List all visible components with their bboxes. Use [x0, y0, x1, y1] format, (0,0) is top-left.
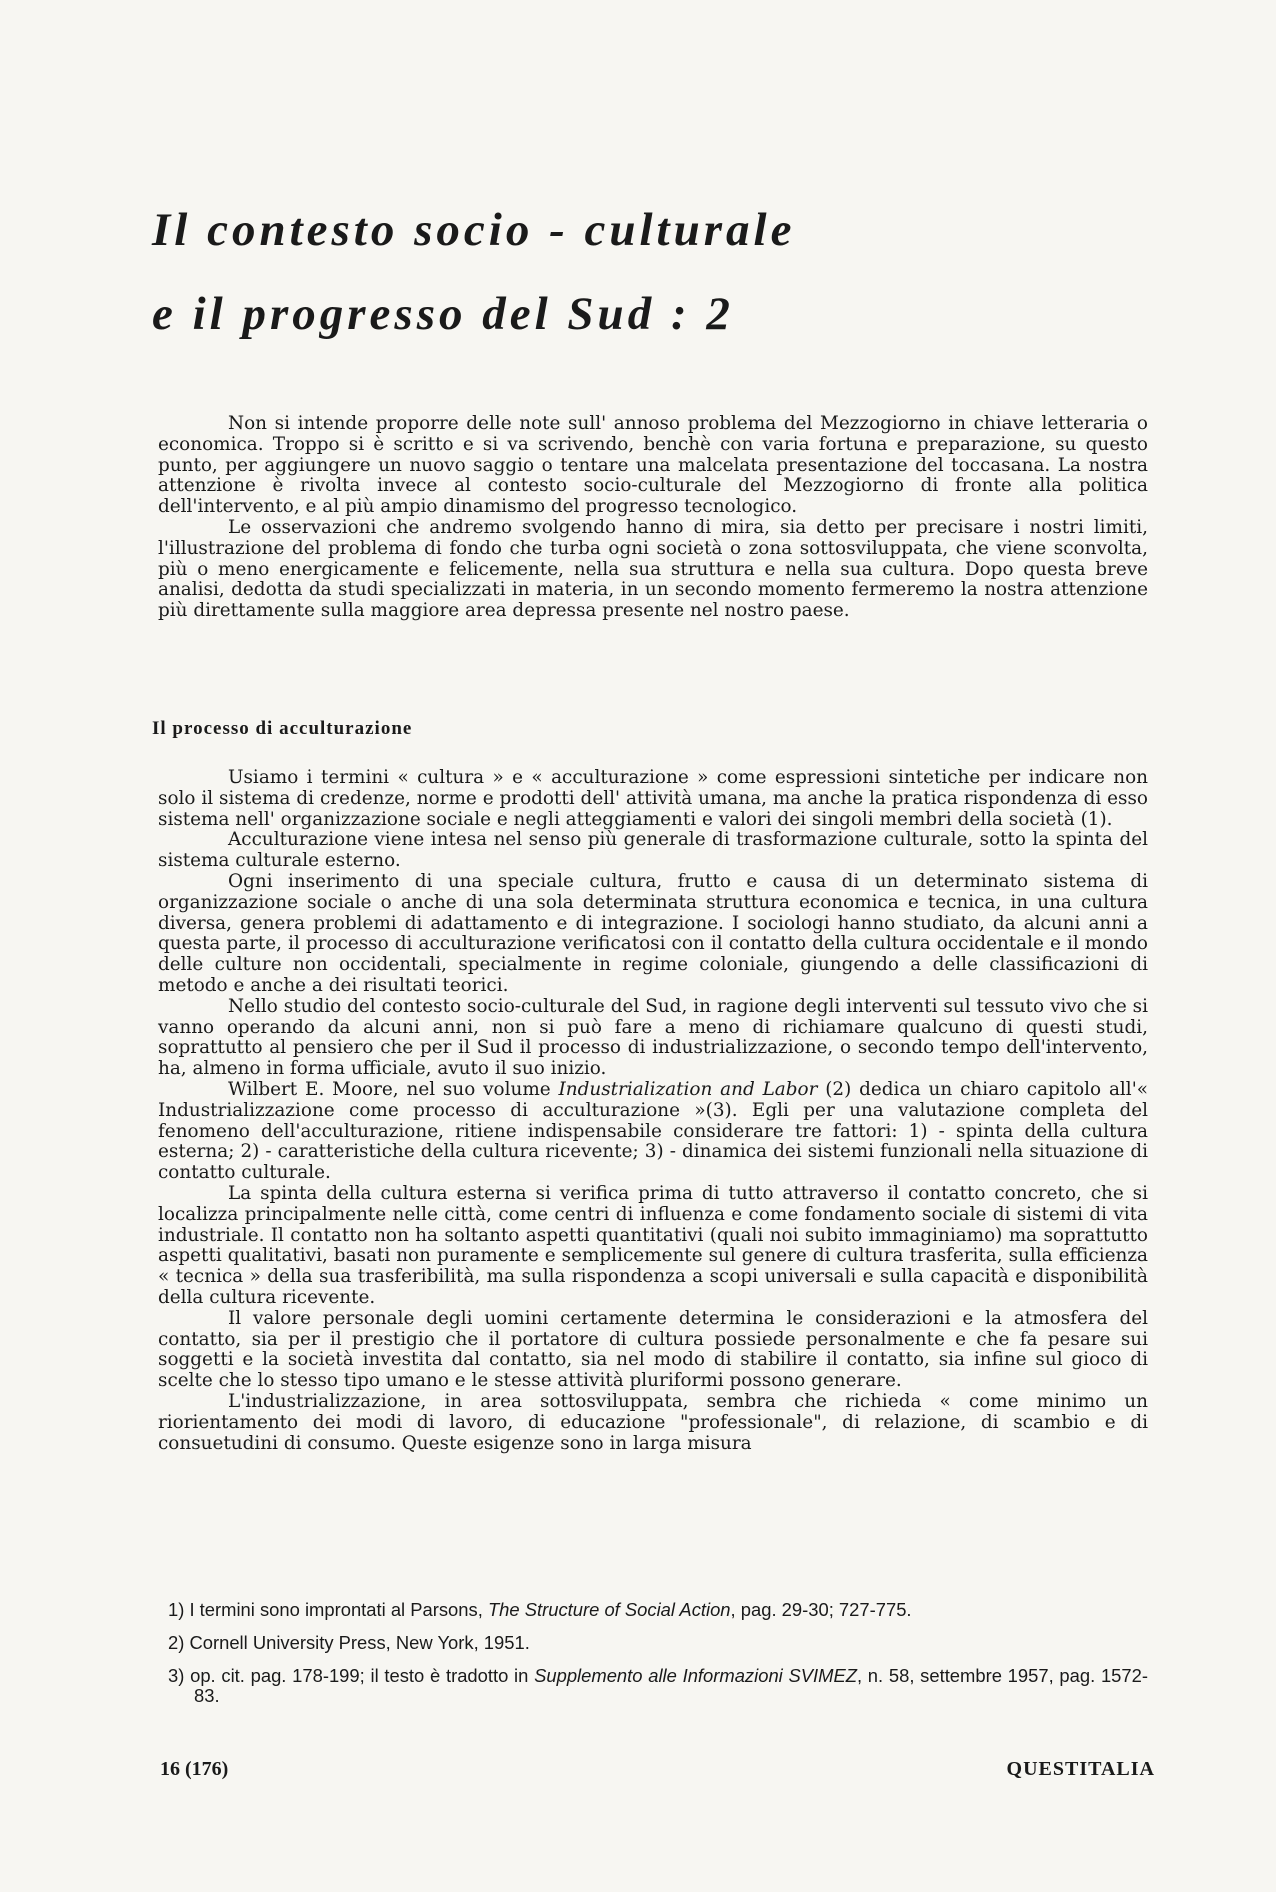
- body-paragraph: L'industrializzazione, in area sottosviluppata, sembra che richieda « come minimo un riorientamento dei modi di lavoro, di educazione "professionale", di relazione, di scambio e di consuetudini di consumo. Queste esigenze sono in larga misura: [158, 1390, 1148, 1454]
- body-paragraph: Nello studio del contesto socio-culturale del Sud, in ragione degli interventi sul tessuto vivo che si vanno operando da alcuni anni, non si può fare a meno di richiamare qualcuno di questi studi, soprattutto al pensiero che per il Sud il processo di industrializzazione, o secondo tempo dell'intervento, ha, almeno in forma ufficiale, avuto il suo inizio.: [158, 995, 1148, 1080]
- section-heading: Il processo di acculturazione: [152, 718, 413, 739]
- footnote-2: 2) Cornell University Press, New York, 1951.: [168, 1631, 530, 1653]
- footnote-1: [168, 1600, 1148, 1621]
- title-line-1: Il contesto socio - culturale: [152, 204, 796, 256]
- footnote-3-text: 3) op. cit. pag. 178-199; il testo è tradotto in: [168, 1664, 535, 1686]
- intro-paragraph-2: Le osservazioni che andremo svolgendo hanno di mira, sia detto per precisare i nostri limiti, l'illustrazione del problema di fondo che turba ogni società o zona sottosviluppata, che viene sconvolta, più o meno energicamente e felicemente, nella sua struttura e nella sua cultura. Dopo questa breve analisi, dedotta da studi specializzati in materia, in un secondo momento fermeremo la nostra attenzione più direttamente sulla maggiore area depressa presente nel nostro paese.: [158, 516, 1148, 622]
- body-paragraph: Acculturazione viene intesa nel senso più generale di trasformazione culturale, sotto la spinta del sistema culturale esterno.: [158, 829, 1148, 872]
- footnote-1-pages: , pag. 29-30; 727-775.: [730, 1599, 912, 1620]
- moore-paragraph: [158, 1080, 1148, 1184]
- body-paragraph: La spinta della cultura esterna si verifica prima di tutto attraverso il contatto concreto, che si localizza principalmente nelle città, come centri di influenza e come fondamento sociale di sistemi di vita industriale. Il contatto non ha soltanto aspetti quantitativi (quali noi subito immaginiamo) ma soprattutto aspetti qualitativi, basati non puramente e semplicemente sul genere di cultura trasferita, sulla efficienza « tecnica » della sua trasferibilità, ma sulla rispondenza a scopi universali e sulla capacità e disponibilità della cultura ricevente.: [158, 1182, 1148, 1308]
- intro-paragraph-1: Non si intende proporre delle note sull' annoso problema del Mezzogiorno in chiave letteraria o economica. Troppo si è scritto e si va scrivendo, benchè con varia fortuna e preparazione, su questo punto, per aggiungere un nuovo saggio o tentare una malcelata presentazione del toccasana. La nostra attenzione è rivolta invece al contesto socio-culturale del Mezzogiorno di fronte alla politica dell'intervento, e al più ampio dinamismo del progresso tecnologico.: [158, 413, 1148, 518]
- book-title: Industrialization and Labor: [558, 1078, 818, 1100]
- body-paragraph: Usiamo i termini « cultura » e « acculturazione » come espressioni sintetiche per indicare non solo il sistema di credenze, norme e prodotti dell' attività umana, ma anche la pratica rispondenza di esso sistema nell' organizzazione sociale e negli atteggiamenti e valori dei singoli membri della società (1).: [158, 767, 1148, 830]
- intro-section: [158, 414, 1148, 622]
- footnote-1-title: The Structure of Social Action: [487, 1599, 731, 1620]
- footnote-3-title: Supplemento alle Informazioni SVIMEZ: [534, 1664, 857, 1686]
- moore-text-after: (2) dedica un chiaro capitolo all'« Industrializzazione come processo di acculturazione »(3). Egli per una valutazione completa del fenomeno dell'acculturazione, ritiene indispensabile considerare tre fattori: 1) - spinta della cultura esterna; 2) - caratteristiche della cultura ricevente; 3) - dinamica dei sistemi funzionali nella situazione di contatto culturale.: [158, 1078, 1148, 1184]
- section-body: [158, 768, 1148, 1454]
- moore-text-before: Wilbert E. Moore, nel suo volume: [228, 1078, 559, 1100]
- page-number: 16 (176): [160, 1758, 229, 1780]
- title-line-2: e il progresso del Sud : 2: [152, 288, 734, 340]
- footnotes: [168, 1600, 1148, 1719]
- journal-name: QUESTITALIA: [1006, 1758, 1155, 1780]
- body-paragraph: Il valore personale degli uomini certamente determina le considerazioni e la atmosfera del contatto, sia per il prestigio che il portatore di cultura possiede personalmente e che fa pesare sui soggetti e la società investita dal contatto, sia nel modo di stabilire il contatto, sia infine sul gioco di scelte che lo stesso tipo umano e le stesse attività pluriformi possono generare.: [158, 1307, 1148, 1392]
- footnote-3: [168, 1666, 1148, 1708]
- footnote-1-text: 1) I termini sono improntati al Parsons,: [168, 1599, 488, 1620]
- article-title: [152, 188, 1102, 356]
- body-paragraph: Ogni inserimento di una speciale cultura, frutto e causa di un determinato sistema di organizzazione sociale o anche di una sola determinata struttura economica e tecnica, in una cultura diversa, genera problemi di adattamento e di integrazione. I sociologi hanno studiato, da alcuni anni a questa parte, il processo di acculturazione verificatosi con il contatto della cultura occidentale e il mondo delle culture non occidentali, specialmente in regime coloniale, giungendo a delle classificazioni di metodo e anche a dei risultati teorici.: [158, 870, 1148, 996]
- footnote-3-pages: , n. 58, settembre 1957, pag. 1572-83.: [194, 1664, 1148, 1707]
